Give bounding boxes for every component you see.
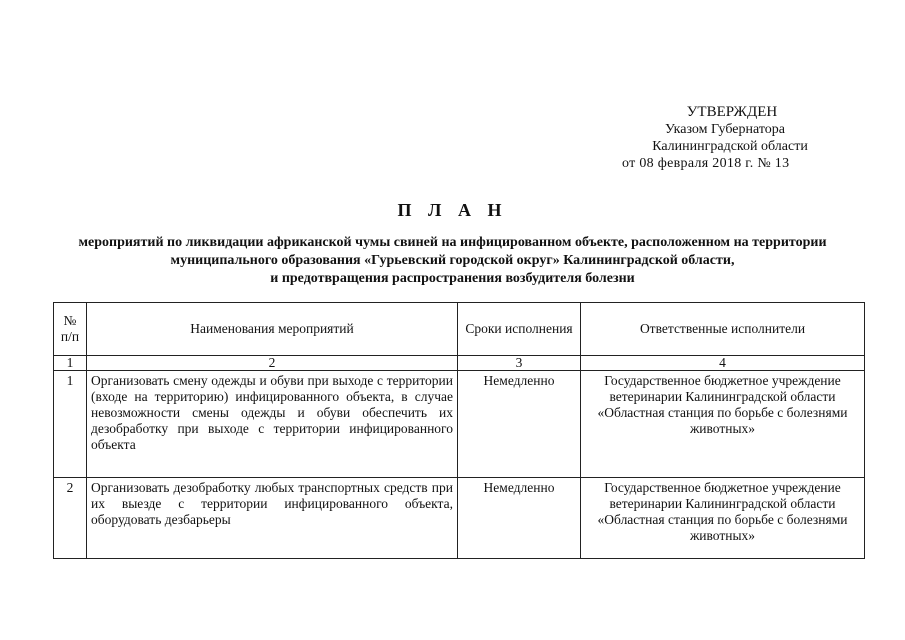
plan-table: [53, 302, 865, 559]
approval-title: УТВЕРЖДЕН: [686, 104, 778, 120]
approval-authority: Указом Губернатора: [664, 122, 786, 137]
header-num: № п/п: [54, 303, 87, 356]
subtitle-line-1: мероприятий по ликвидации африканской чумы свиней на инфицированном объекте, расположенном на территории: [78, 235, 827, 250]
row-measure: Организовать смену одежды и обуви при выходе с территории (входе на территорию) инфицированного объекта, в случае невозможности смены одежды и обуви обеспечить их дезобработку при выходе с территории инфицированного объекта: [87, 371, 458, 478]
subtitle-line-3: и предотвращения распространения возбудителя болезни: [270, 271, 635, 286]
index-cell: 4: [581, 356, 865, 371]
header-executors: Ответственные исполнители: [581, 303, 865, 356]
table-header-row: [54, 303, 865, 356]
index-cell: 3: [458, 356, 581, 371]
document-title: П Л А Н: [397, 200, 508, 220]
row-executors: Государственное бюджетное учреждение ветеринарии Калининградской области «Областная станция по борьбе с болезнями животных»: [581, 371, 865, 478]
row-num: 1: [54, 371, 87, 478]
row-term: Немедленно: [458, 478, 581, 559]
column-index-row: [54, 356, 865, 371]
table-row: [54, 478, 865, 559]
approval-date: от 08 февраля 2018 г. № 13: [622, 156, 790, 171]
row-num: 2: [54, 478, 87, 559]
row-measure: Организовать дезобработку любых транспортных средств при их выезде с территории инфицированного объекта, оборудовать дезбарьеры: [87, 478, 458, 559]
approval-block: [600, 104, 840, 172]
approval-region: Калининградской области: [652, 139, 808, 154]
header-term: Сроки исполнения: [458, 303, 581, 356]
header-name: Наименования мероприятий: [87, 303, 458, 356]
subtitle-line-2: муниципального образования «Гурьевский городской округ» Калининградской области,: [170, 253, 735, 268]
document-subtitle: [20, 234, 885, 288]
row-term: Немедленно: [458, 371, 581, 478]
table-row: [54, 371, 865, 478]
index-cell: 1: [54, 356, 87, 371]
row-executors: Государственное бюджетное учреждение ветеринарии Калининградской области «Областная станция по борьбе с болезнями животных»: [581, 478, 865, 559]
index-cell: 2: [87, 356, 458, 371]
